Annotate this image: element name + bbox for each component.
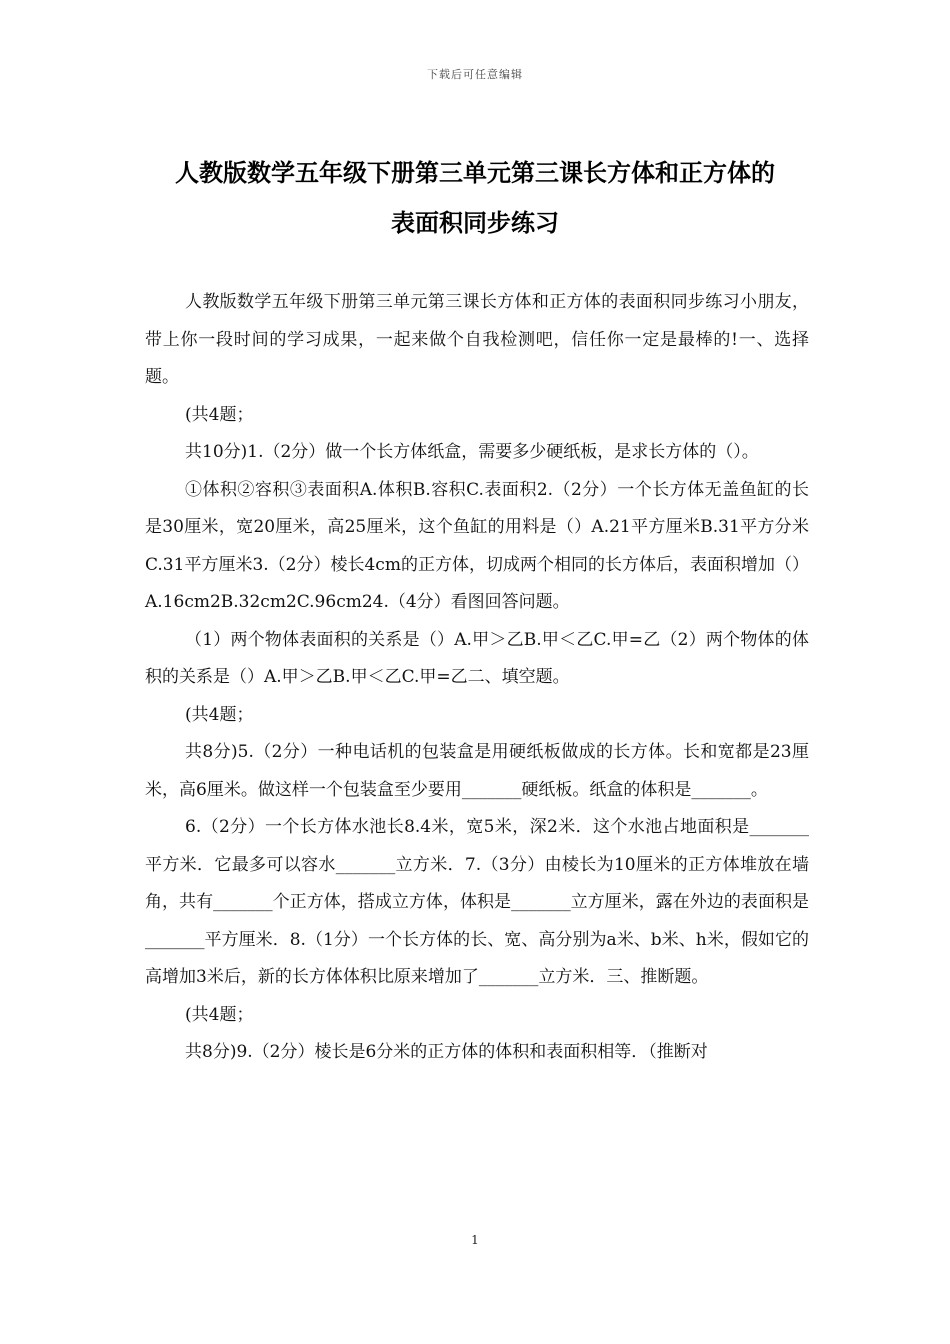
paragraph-section-count: (共4题； xyxy=(185,404,254,425)
page-number: 1 xyxy=(471,1233,479,1247)
title-line-2: 表面积同步练习 xyxy=(391,209,559,237)
paragraph-section-count: (共4题； xyxy=(185,704,254,725)
paragraph-intro: 人教版数学五年级下册第三单元第三课长方体和正方体的表面积同步练习小朋友，带上你一段时间的学习成果，一起来做个自我检测吧，信任你一定是最棒的!一、选择题。 xyxy=(145,292,809,387)
paragraph-section-count: (共4题； xyxy=(185,1004,254,1025)
paragraph-question-4-parts: （1）两个物体表面积的关系是（）A.甲＞乙B.甲＜乙C.甲=乙（2）两个物体的体积的关系是（）A.甲＞乙B.甲＜乙C.甲=乙二、填空题。 xyxy=(145,629,809,687)
paragraph-questions-2-4: ①体积②容积③表面积A.体积B.容积C.表面积2.（2分）一个长方体无盖鱼缸的长是30厘米，宽20厘米，高25厘米，这个鱼缸的用料是（）A.21平方厘米B.31平方分米C.31平方厘米3.（2分）棱长4cm的正方体，切成两个相同的长方体后，表面积增加（）A.16cm2B.32cm2C.96cm24.（4分）看图回答问题。 xyxy=(145,479,809,612)
document-title xyxy=(120,148,830,248)
paragraph-question-9: 共8分)9.（2分）棱长是6分米的正方体的体积和表面积相等．（推断对 xyxy=(185,1042,708,1062)
paragraph-questions-6-8: 6.（2分）一个长方体水池长8.4米，宽5米，深2米．这个水池占地面积是_______平方米．它最多可以容水_______立方米．7.（3分）由棱长为10厘米的正方体堆放在墙角，共有_______个正方体，搭成立方体，体积是_______立方厘米，露在外边的表面积是_______平方厘米．8.（1分）一个长方体的长、宽、高分别为a米、b米、h米，假如它的高增加3米后，新的长方体体积比原来增加了_______立方米．三、推断题。 xyxy=(145,817,809,987)
document-body xyxy=(145,284,809,1072)
paragraph-question-1: 共10分)1.（2分）做一个长方体纸盒，需要多少硬纸板，是求长方体的（）。 xyxy=(185,442,759,462)
page-header-note: 下载后可任意编辑 xyxy=(427,68,523,81)
paragraph-question-5: 共8分)5.（2分）一种电话机的包装盒是用硬纸板做成的长方体。长和宽都是23厘米，高6厘米。做这样一个包装盒至少要用_______硬纸板。纸盒的体积是_______。 xyxy=(145,742,809,800)
title-line-1: 人教版数学五年级下册第三单元第三课长方体和正方体的 xyxy=(175,159,775,187)
